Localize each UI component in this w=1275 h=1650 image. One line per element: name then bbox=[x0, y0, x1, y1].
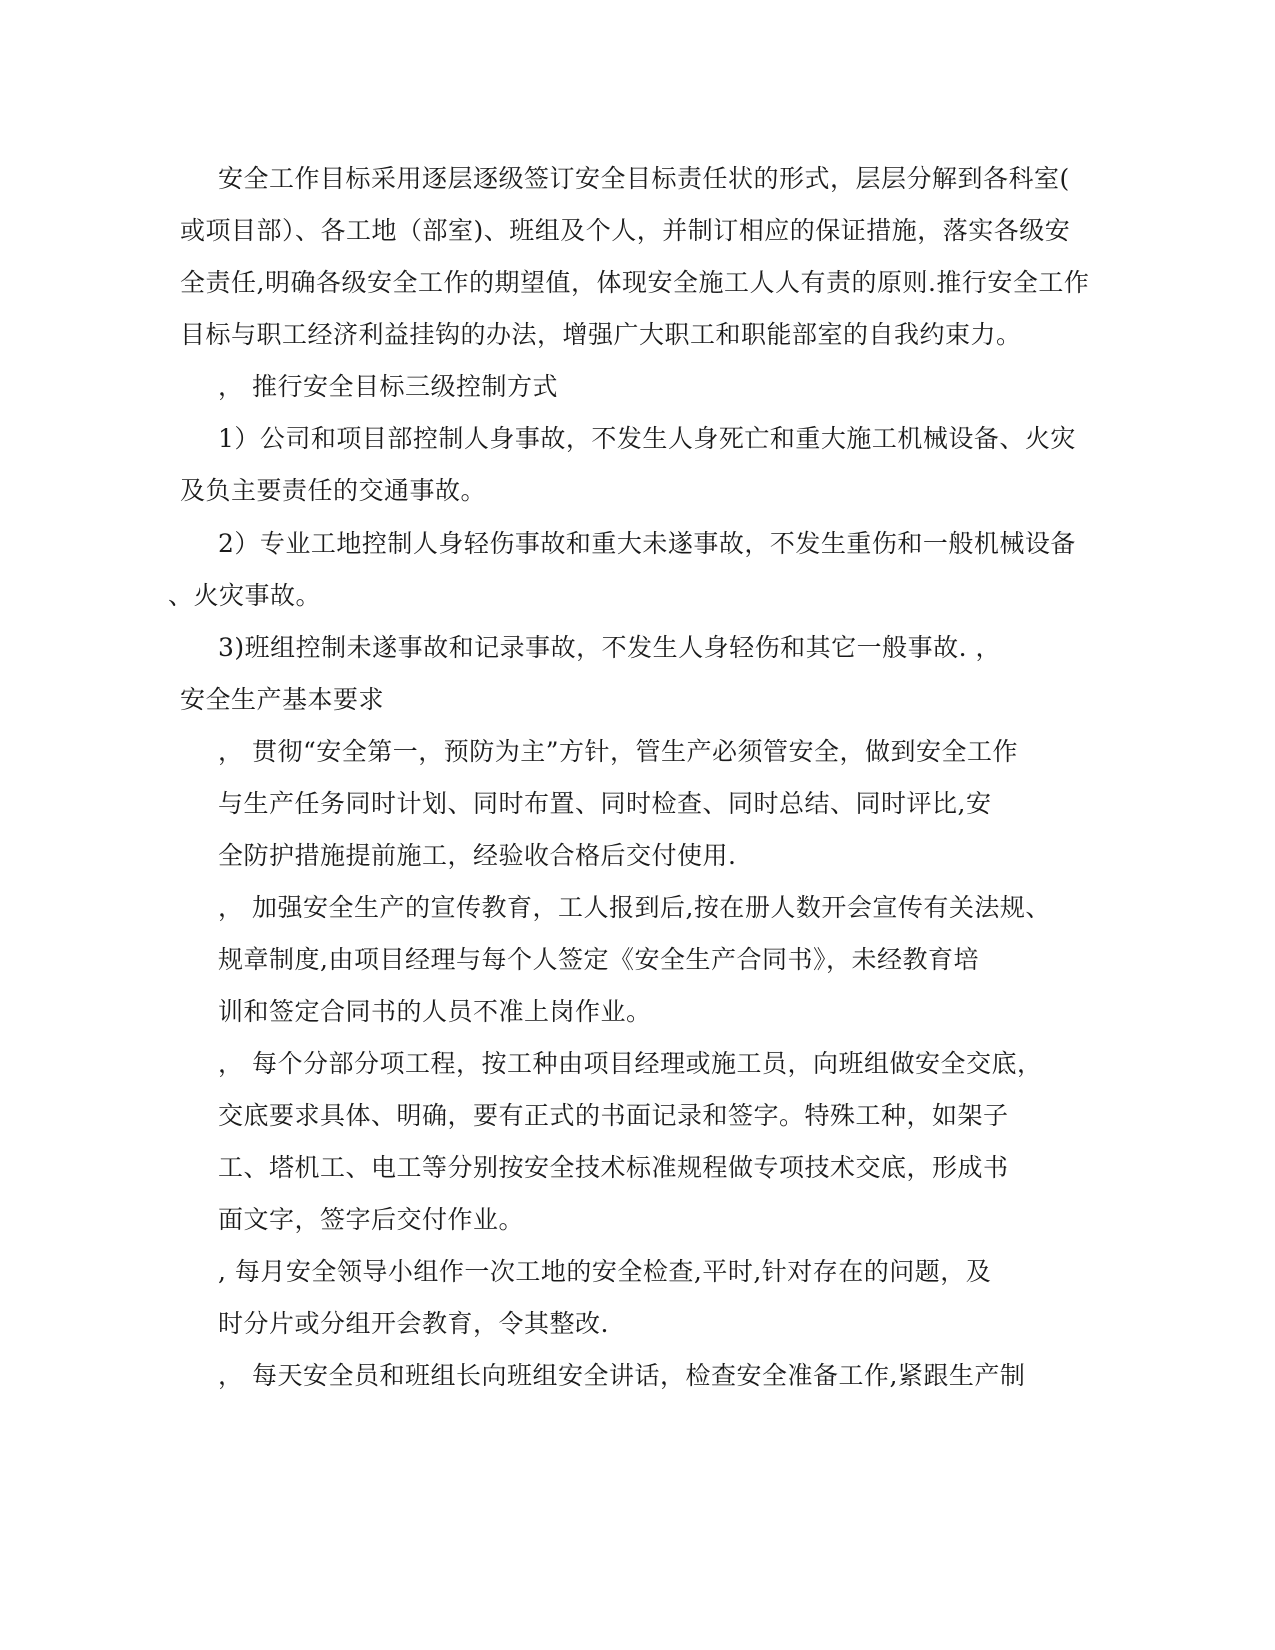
paragraph-line: ， 每个分部分项工程，按工种由项目经理或施工员，向班组做安全交底， bbox=[218, 1049, 1043, 1078]
paragraph-line: 2）专业工地控制人身轻伤事故和重大未遂事故，不发生重伤和一般机械设备 bbox=[218, 529, 1076, 558]
paragraph-line: 全责任,明确各级安全工作的期望值，体现安全施工人人有责的原则.推行安全工作 bbox=[180, 268, 1090, 297]
paragraph-line: , 每月安全领导小组作一次工地的安全检查,平时,针对存在的问题，及 bbox=[218, 1257, 992, 1286]
paragraph-line: 面文字，签字后交付作业。 bbox=[218, 1205, 525, 1234]
paragraph-line: 时分片或分组开会教育，令其整改. bbox=[218, 1309, 609, 1338]
paragraph-line: 3)班组控制未遂事故和记录事故，不发生人身轻伤和其它一般事故. ， bbox=[218, 633, 1002, 662]
paragraph-line: ， 推行安全目标三级控制方式 bbox=[218, 372, 558, 401]
paragraph-line: 安全工作目标采用逐层逐级签订安全目标责任状的形式，层层分解到各科室( bbox=[218, 164, 1070, 193]
paragraph-line: 目标与职工经济利益挂钩的办法，增强广大职工和职能部室的自我约束力。 bbox=[180, 320, 1022, 349]
paragraph-line: 或项目部）、各工地（部室)、班组及个人，并制订相应的保证措施，落实各级安 bbox=[180, 216, 1071, 245]
paragraph-line: 规章制度,由项目经理与每个人签定《安全生产合同书》，未经教育培 bbox=[218, 945, 979, 974]
paragraph-line: 、火灾事故。 bbox=[168, 581, 322, 610]
paragraph-line: 训和签定合同书的人员不准上岗作业。 bbox=[218, 997, 652, 1026]
section-heading: 安全生产基本要求 bbox=[180, 685, 385, 714]
paragraph-line: ， 加强安全生产的宣传教育，工人报到后,按在册人数开会宣传有关法规、 bbox=[218, 893, 1051, 922]
paragraph-line: 全防护措施提前施工，经验收合格后交付使用. bbox=[218, 841, 737, 870]
paragraph-line: 工、塔机工、电工等分别按安全技术标准规程做专项技术交底，形成书 bbox=[218, 1153, 1009, 1182]
paragraph-line: 与生产任务同时计划、同时布置、同时检查、同时总结、同时评比,安 bbox=[218, 789, 992, 818]
paragraph-line: ， 每天安全员和班组长向班组安全讲话，检查安全准备工作,紧跟生产制 bbox=[218, 1361, 1026, 1390]
paragraph-line: ， 贯彻“安全第一，预防为主”方针，管生产必须管安全，做到安全工作 bbox=[218, 737, 1019, 766]
paragraph-line: 1）公司和项目部控制人身事故，不发生人身死亡和重大施工机械设备、火灾 bbox=[218, 424, 1076, 453]
paragraph-line: 及负主要责任的交通事故。 bbox=[180, 476, 487, 505]
paragraph-line: 交底要求具体、明确，要有正式的书面记录和签字。特殊工种，如架子 bbox=[218, 1101, 1009, 1130]
